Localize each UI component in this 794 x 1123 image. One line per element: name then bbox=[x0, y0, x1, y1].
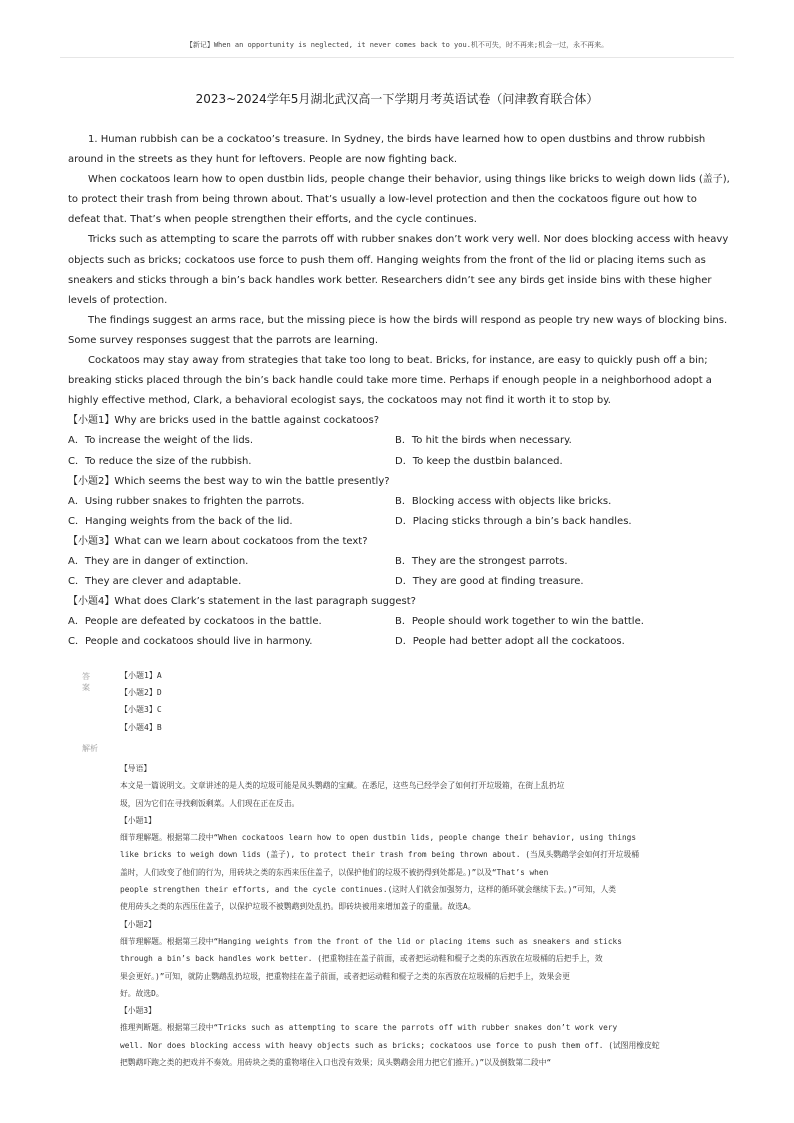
option-c: C．To reduce the size of the rubbish. bbox=[68, 455, 252, 467]
passage-paragraph-3: Tricks such as attempting to scare the parrots off with rubber snakes don’t work very well. Nor does blocking access with heavy objects such as bricks; cockatoos use force to push them off. Hanging weights from the front of the lid or placing items such as sneakers and sticks through a bin’s back handles work better. Researchers didn’t see any birds get inside bins with these higher levels of protection. bbox=[68, 234, 729, 306]
question-2 bbox=[68, 472, 730, 532]
option-d: D．To keep the dustbin balanced. bbox=[395, 455, 563, 467]
analysis-section bbox=[120, 760, 718, 1071]
question-stem: 【小题1】Why are bricks used in the battle against cockatoos? bbox=[68, 415, 380, 427]
page-title: 2023~2024学年5月湖北武汉高一下学期月考英语试卷（问津教育联合体） bbox=[195, 92, 599, 106]
option-a: A．To increase the weight of the lids. bbox=[68, 435, 254, 447]
analysis-line: 【小题1】 bbox=[120, 815, 156, 825]
answer-item: 【小题4】B bbox=[120, 722, 162, 732]
analysis-line: 推理判断题。根据第三段中“Tricks such as attempting to scare the parrots off with rubber snakes don’t work very bbox=[120, 1023, 618, 1033]
option-b: B．Blocking access with objects like bricks. bbox=[395, 495, 612, 507]
analysis-label: 解析 bbox=[82, 744, 98, 753]
passage-paragraph-1: 1. Human rubbish can be a cockatoo’s treasure. In Sydney, the birds have learned how to open dustbins and throw rubbish around in the streets as they hunt for leftovers. People are now fighting back. bbox=[68, 134, 706, 166]
question-stem: 【小题4】What does Clark’s statement in the last paragraph suggest? bbox=[68, 596, 416, 608]
option-a: A．Using rubber snakes to frighten the parrots. bbox=[68, 495, 305, 507]
answer-list bbox=[120, 667, 320, 736]
analysis-line: 细节理解题。根据第三段中“Hanging weights from the front of the lid or placing items such as sneakers and sticks bbox=[120, 936, 622, 946]
analysis-line: 使用砖头之类的东西压住盖子，以保护垃圾不被鹦鹉到处乱扔。即砖块被用来增加盖子的重量。故选A。 bbox=[120, 902, 476, 912]
header-motto: 【新记】When an opportunity is neglected, it never comes back to you.机不可失，时不再来;机会一过，永不再来。 bbox=[185, 41, 609, 49]
option-b: B．To hit the birds when necessary. bbox=[395, 435, 572, 447]
passage-paragraph-5: Cockatoos may stay away from strategies that take too long to beat. Bricks, for instance, are easy to quickly push off a bin; breaking sticks placed through the bin’s back handle could take more time. Perhaps if enough people in a neighborhood adopt a highly effective method, Clark, a behavioral ecologist says, the cockatoos may not find it worth it to stop by. bbox=[68, 355, 712, 407]
analysis-line: through a bin’s back handles work better. (把重物挂在盖子前面，或者把运动鞋和棍子之类的东西放在垃圾桶的后把手上，效 bbox=[120, 954, 603, 964]
analysis-line: 把鹦鹉吓跑之类的把戏并不奏效。用砖块之类的重物堵住入口也没有效果；凤头鹦鹉会用力把它们推开。)”以及倒数第二段中“ bbox=[120, 1058, 552, 1068]
option-a: A．They are in danger of extinction. bbox=[68, 555, 249, 567]
answer-item: 【小题2】D bbox=[120, 688, 162, 698]
analysis-line: like bricks to weigh down lids (盖子), to protect their trash from being thrown about. (当凤头鹦鹉学会如何打开垃圾桶 bbox=[120, 850, 640, 860]
question-1 bbox=[68, 411, 730, 471]
option-c: C．People and cockatoos should live in harmony. bbox=[68, 636, 313, 648]
question-stem: 【小题3】What can we learn about cockatoos from the text? bbox=[68, 535, 368, 547]
option-b: B．They are the strongest parrots. bbox=[395, 555, 568, 567]
option-d: D．Placing sticks through a bin’s back handles. bbox=[395, 515, 632, 527]
answer-item: 【小题1】A bbox=[120, 671, 162, 680]
analysis-line: 【小题3】 bbox=[120, 1006, 156, 1016]
question-4 bbox=[68, 592, 730, 652]
analysis-line: 【导语】 bbox=[120, 764, 152, 773]
analysis-line: 本文是一篇说明文。文章讲述的是人类的垃圾可能是凤头鹦鹉的宝藏。在悉尼，这些鸟已经学会了如何打开垃圾箱，在街上乱扔垃 bbox=[120, 781, 565, 791]
analysis-line: people strengthen their efforts, and the cycle continues.(这时人们就会加强努力，这样的循环就会继续下去。)”可知，人类 bbox=[120, 885, 617, 895]
analysis-line: 盖时，人们改变了他们的行为，用砖块之类的东西来压住盖子，以保护他们的垃圾不被扔得到处都是。)”以及“That’s when bbox=[120, 867, 549, 877]
answer-label: 答案 bbox=[82, 672, 90, 692]
question-3 bbox=[68, 532, 730, 592]
analysis-line: 果会更好。)”可知，就防止鹦鹉乱扔垃圾，把重物挂在盖子前面，或者把运动鞋和棍子之类的东西放在垃圾桶的后把手上，效果会更 bbox=[120, 971, 570, 981]
analysis-line: 圾，因为它们在寻找剩饭剩菜。人们现在正在反击。 bbox=[120, 798, 300, 808]
option-d: D．They are good at finding treasure. bbox=[395, 576, 584, 588]
option-b: B．People should work together to win the battle. bbox=[395, 616, 644, 628]
option-d: D．People had better adopt all the cockatoos. bbox=[395, 636, 625, 648]
passage-paragraph-4: The findings suggest an arms race, but the missing piece is how the birds will respond as people try new ways of blocking bins. Some survey responses suggest that the parrots are learning. bbox=[68, 314, 728, 346]
passage-paragraph-2: When cockatoos learn how to open dustbin lids, people change their behavior, using things like bricks to weigh down lids (盖子), to protect their trash from being thrown about. That’s usually a low-level protection and then the cockatoos figure out how to defeat that. That’s when people strengthen their efforts, and the cycle continues. bbox=[68, 174, 730, 226]
option-a: A．People are defeated by cockatoos in the battle. bbox=[68, 616, 322, 628]
question-stem: 【小题2】Which seems the best way to win the battle presently? bbox=[68, 475, 390, 487]
answer-item: 【小题3】C bbox=[120, 705, 162, 715]
analysis-line: 好。故选D。 bbox=[120, 988, 164, 998]
analysis-line: 【小题2】 bbox=[120, 919, 156, 929]
option-c: C．Hanging weights from the back of the lid. bbox=[68, 515, 293, 527]
analysis-line: well. Nor does blocking access with heavy objects such as bricks; cockatoos use force to push them off. (试图用橡皮蛇 bbox=[120, 1040, 660, 1050]
analysis-line: 细节理解题。根据第二段中“When cockatoos learn how to open dustbin lids, people change their behavior, using things bbox=[120, 833, 637, 843]
option-c: C．They are clever and adaptable. bbox=[68, 576, 242, 588]
header-divider bbox=[60, 57, 734, 58]
reading-passage bbox=[68, 130, 730, 652]
